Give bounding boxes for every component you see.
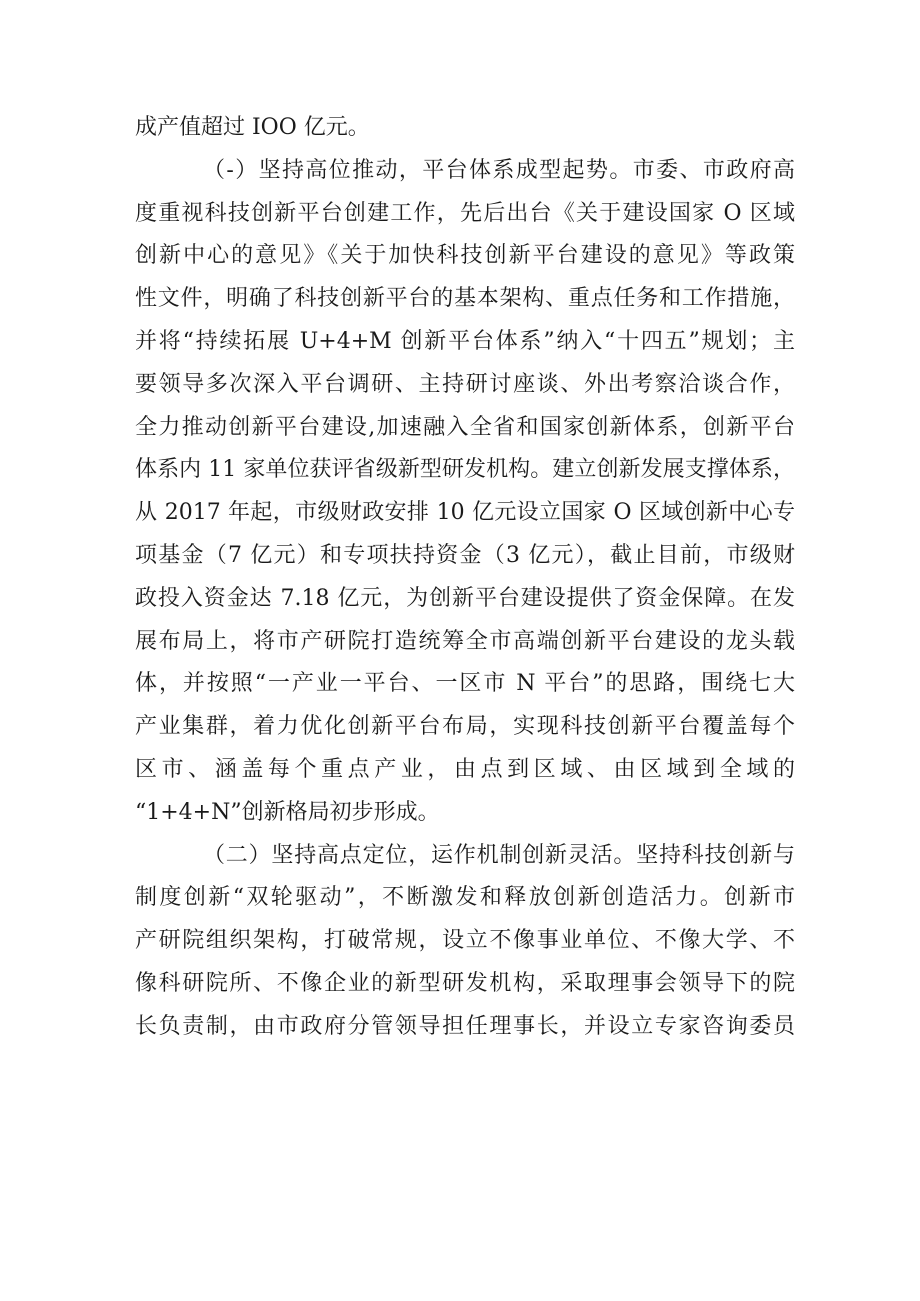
text-line: 政投入资金达 7.18 亿元，为创新平台建设提供了资金保障。在发 (135, 585, 795, 611)
text-line: 要领导多次深入平台调研、主持研讨座谈、外出考察洽谈合作， (135, 371, 795, 397)
text-line: 体系内 11 家单位获评省级新型研发机构。建立创新发展支撑体系， (135, 457, 795, 483)
document-body (135, 107, 795, 1049)
text-line: 产业集群，着力优化创新平台布局，实现科技创新平台覆盖每个 (135, 714, 795, 740)
text-line: 制度创新“双轮驱动”，不断激发和释放创新创造活力。创新市 (135, 885, 795, 911)
text-line: 成产值超过 IOO 亿元。 (135, 115, 370, 140)
text-line: 全力推动创新平台建设,加速融入全省和国家创新体系，创新平台 (135, 414, 795, 440)
text-line: 并将“持续拓展 U+4+M 创新平台体系”纳入“十四五”规划；主 (135, 328, 795, 354)
text-line: 性文件，明确了科技创新平台的基本架构、重点任务和工作措施， (135, 286, 795, 312)
text-line: 度重视科技创新平台创建工作，先后出台《关于建设国家 O 区域 (135, 200, 795, 226)
text-line: 产研院组织架构，打破常规，设立不像事业单位、不像大学、不 (135, 928, 795, 954)
text-line: 展布局上，将市产研院打造统筹全市高端创新平台建设的龙头载 (135, 628, 795, 654)
section-heading-line: （-）坚持高位推动，平台体系成型起势。市委、市政府高 (203, 157, 795, 183)
text-line: 长负责制，由市政府分管领导担任理事长，并设立专家咨询委员 (135, 1013, 795, 1039)
text-line: 从 2017 年起，市级财政安排 10 亿元设立国家 O 区域创新中心专 (135, 500, 795, 526)
text-line: 创新中心的意见》《关于加快科技创新平台建设的意见》等政策 (135, 243, 795, 269)
text-line: 体，并按照“一产业一平台、一区市 N 平台”的思路，围绕七大 (135, 671, 795, 697)
text-line: 像科研院所、不像企业的新型研发机构，采取理事会领导下的院 (135, 970, 795, 996)
section-heading-line: （二）坚持高点定位，运作机制创新灵活。坚持科技创新与 (203, 842, 795, 868)
text-line: 项基金（7 亿元）和专项扶持资金（3 亿元），截止目前，市级财 (135, 542, 795, 568)
text-line: “1+4+N”创新格局初步形成。 (135, 799, 440, 825)
text-line: 区市、涵盖每个重点产业，由点到区域、由区域到全域的 (135, 756, 795, 782)
